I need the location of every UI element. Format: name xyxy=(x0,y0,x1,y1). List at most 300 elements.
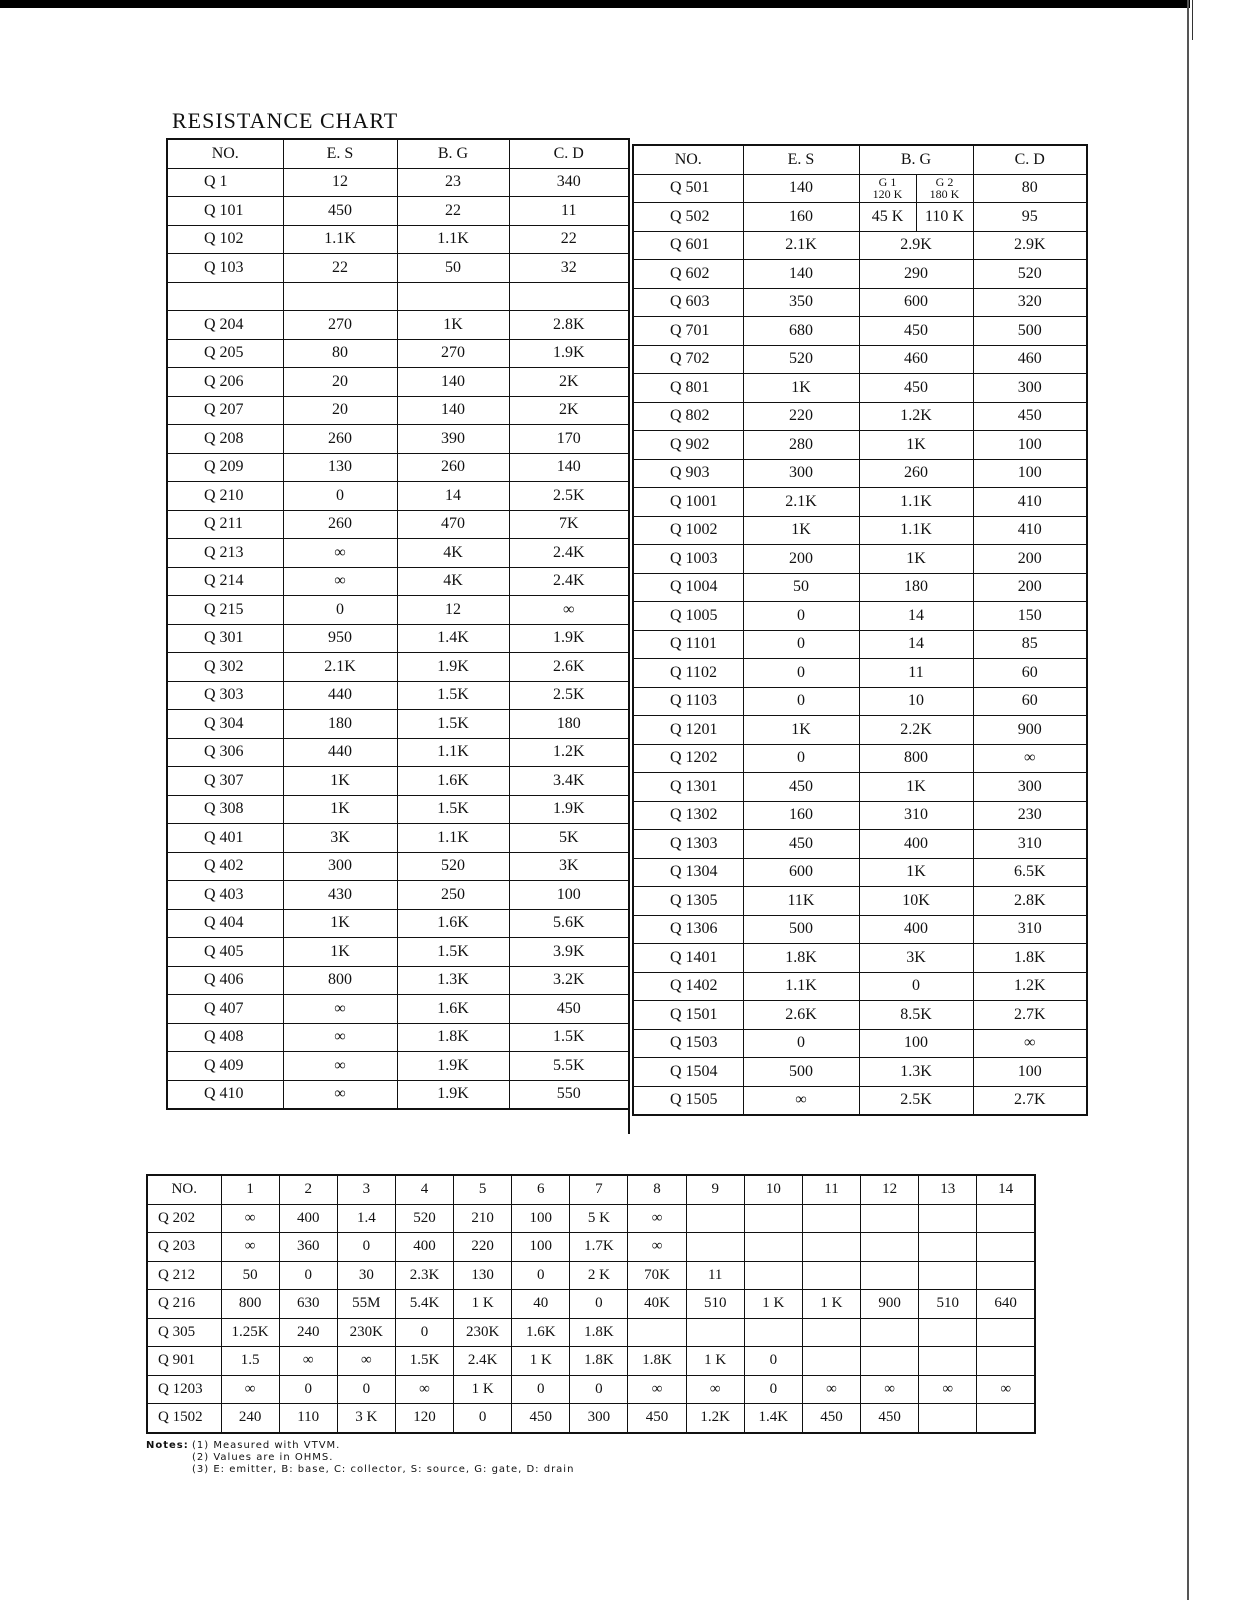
value-cell: 450 xyxy=(859,374,973,403)
value-cell: ∞ xyxy=(283,1052,397,1081)
header-cell: 13 xyxy=(919,1175,977,1204)
table-row xyxy=(167,1052,629,1081)
table-row xyxy=(633,915,1087,944)
value-cell: 0 xyxy=(744,1347,802,1376)
transistor-no-cell: Q 1301 xyxy=(633,773,743,802)
value-cell: 400 xyxy=(859,915,973,944)
transistor-no-cell: Q 304 xyxy=(167,710,283,739)
value-cell: 950 xyxy=(283,624,397,653)
transistor-no-cell: Q 408 xyxy=(167,1023,283,1052)
value-cell: 1.1K xyxy=(859,488,973,517)
value-cell: 1K xyxy=(859,545,973,574)
value-cell: ∞ xyxy=(973,1029,1087,1058)
value-cell xyxy=(628,1318,686,1347)
value-cell: 300 xyxy=(570,1404,628,1433)
transistor-no-cell: Q 701 xyxy=(633,317,743,346)
value-cell xyxy=(802,1347,860,1376)
value-cell: 1.9K xyxy=(509,624,629,653)
value-cell: 2.5K xyxy=(509,482,629,511)
value-cell: 22 xyxy=(397,197,509,226)
value-cell: 14 xyxy=(859,630,973,659)
value-cell: 3 K xyxy=(337,1404,395,1433)
value-cell: 1.5K xyxy=(509,1023,629,1052)
transistor-no-cell: Q 407 xyxy=(167,995,283,1024)
value-cell: 500 xyxy=(743,1058,859,1087)
value-cell: 2.6K xyxy=(743,1001,859,1030)
table-row xyxy=(147,1347,1035,1376)
value-cell: 1.6K xyxy=(512,1318,570,1347)
value-cell: 450 xyxy=(743,830,859,859)
table-row xyxy=(167,881,629,910)
value-cell xyxy=(744,1261,802,1290)
value-cell: 210 xyxy=(454,1204,512,1233)
table-row xyxy=(633,459,1087,488)
value-cell: 1.4K xyxy=(397,624,509,653)
value-cell xyxy=(283,282,397,311)
transistor-no-cell: Q 303 xyxy=(167,681,283,710)
value-cell: 32 xyxy=(509,254,629,283)
value-cell: 100 xyxy=(509,881,629,910)
value-cell: 460 xyxy=(973,345,1087,374)
value-cell: 80 xyxy=(973,174,1087,203)
transistor-no-cell: Q 409 xyxy=(167,1052,283,1081)
value-cell: 0 xyxy=(570,1290,628,1319)
value-cell: 1.7K xyxy=(570,1233,628,1262)
value-cell xyxy=(802,1204,860,1233)
value-cell: 11 xyxy=(859,659,973,688)
value-cell: 1.5K xyxy=(397,710,509,739)
table-row xyxy=(633,1058,1087,1087)
value-cell: 2.2K xyxy=(859,716,973,745)
value-cell: 2.5K xyxy=(859,1086,973,1115)
value-cell: 0 xyxy=(743,744,859,773)
value-cell: 1.9K xyxy=(509,339,629,368)
transistor-no-cell: Q 1402 xyxy=(633,972,743,1001)
table-row xyxy=(167,168,629,197)
value-cell: 0 xyxy=(743,630,859,659)
value-cell: 220 xyxy=(743,402,859,431)
value-cell: 440 xyxy=(283,681,397,710)
table-row xyxy=(633,516,1087,545)
table-row xyxy=(167,311,629,340)
value-cell: 2.8K xyxy=(973,887,1087,916)
value-cell: ∞ xyxy=(283,995,397,1024)
value-cell: 1K xyxy=(859,858,973,887)
value-cell: 1 K xyxy=(512,1347,570,1376)
value-cell: 0 xyxy=(743,1029,859,1058)
table-row xyxy=(633,231,1087,260)
transistor-no-cell: Q 202 xyxy=(147,1204,221,1233)
transistor-no-cell: Q 1502 xyxy=(147,1404,221,1433)
table-row xyxy=(167,653,629,682)
table-row xyxy=(633,972,1087,1001)
transistor-no-cell: Q 1102 xyxy=(633,659,743,688)
value-cell: 1.9K xyxy=(397,1052,509,1081)
table-header-row xyxy=(633,145,1087,174)
value-cell: 200 xyxy=(973,573,1087,602)
value-cell: 55M xyxy=(337,1290,395,1319)
table-row xyxy=(633,1086,1087,1115)
table-row xyxy=(167,738,629,767)
value-cell: 1.1K xyxy=(859,516,973,545)
table-row xyxy=(167,852,629,881)
value-cell: 800 xyxy=(283,966,397,995)
value-cell: 12 xyxy=(283,168,397,197)
value-cell: 1.2K xyxy=(686,1404,744,1433)
value-cell: ∞ xyxy=(509,596,629,625)
value-cell xyxy=(509,282,629,311)
value-cell: 11 xyxy=(509,197,629,226)
table-row xyxy=(633,1001,1087,1030)
transistor-no-cell: Q 101 xyxy=(167,197,283,226)
value-cell: 350 xyxy=(743,288,859,317)
value-cell: 140 xyxy=(743,260,859,289)
value-cell: 460 xyxy=(859,345,973,374)
value-cell: 0 xyxy=(337,1375,395,1404)
transistor-no-cell: Q 103 xyxy=(167,254,283,283)
transistor-no-cell: Q 406 xyxy=(167,966,283,995)
table-row xyxy=(147,1318,1035,1347)
value-cell xyxy=(977,1261,1035,1290)
value-cell: 300 xyxy=(283,852,397,881)
transistor-no-cell: Q 1103 xyxy=(633,687,743,716)
value-cell: 900 xyxy=(973,716,1087,745)
table-row xyxy=(633,773,1087,802)
value-cell: 1.8K xyxy=(743,944,859,973)
transistor-no-cell: Q 802 xyxy=(633,402,743,431)
transistor-no-cell: Q 215 xyxy=(167,596,283,625)
value-cell xyxy=(802,1261,860,1290)
transistor-no-cell: Q 402 xyxy=(167,852,283,881)
transistor-no-cell: Q 404 xyxy=(167,909,283,938)
transistor-no-cell: Q 1001 xyxy=(633,488,743,517)
header-cell: NO. xyxy=(147,1175,221,1204)
value-cell: 1.8K xyxy=(628,1347,686,1376)
table-row xyxy=(633,260,1087,289)
table-row xyxy=(167,567,629,596)
value-cell: 260 xyxy=(283,425,397,454)
transistor-no-cell: Q 206 xyxy=(167,368,283,397)
value-cell: 520 xyxy=(973,260,1087,289)
value-cell: 140 xyxy=(397,396,509,425)
value-cell: 450 xyxy=(802,1404,860,1433)
value-cell: 10 xyxy=(859,687,973,716)
table-row xyxy=(633,887,1087,916)
table-row xyxy=(633,858,1087,887)
transistor-no-cell: Q 405 xyxy=(167,938,283,967)
value-cell: ∞ xyxy=(628,1375,686,1404)
value-cell: 260 xyxy=(397,453,509,482)
value-cell xyxy=(919,1204,977,1233)
transistor-no-cell: Q 301 xyxy=(167,624,283,653)
value-cell: 270 xyxy=(397,339,509,368)
value-cell: 1.5K xyxy=(395,1347,453,1376)
transistor-no-cell: Q 502 xyxy=(633,203,743,232)
value-cell: 6.5K xyxy=(973,858,1087,887)
value-cell: 1.6K xyxy=(397,995,509,1024)
transistor-no-cell: Q 1 xyxy=(167,168,283,197)
header-cell: 2 xyxy=(279,1175,337,1204)
table-row xyxy=(633,630,1087,659)
value-cell xyxy=(686,1233,744,1262)
value-cell: 60 xyxy=(973,659,1087,688)
value-cell: 250 xyxy=(397,881,509,910)
table-row xyxy=(167,1080,629,1109)
header-cell: 5 xyxy=(454,1175,512,1204)
value-cell: ∞ xyxy=(283,1023,397,1052)
transistor-no-cell: Q 1306 xyxy=(633,915,743,944)
table-row xyxy=(633,288,1087,317)
value-cell: 130 xyxy=(454,1261,512,1290)
table-row xyxy=(167,539,629,568)
value-cell: 1.9K xyxy=(397,653,509,682)
value-cell: 260 xyxy=(859,459,973,488)
value-cell: 450 xyxy=(973,402,1087,431)
header-cell: NO. xyxy=(633,145,743,174)
transistor-no-cell: Q 214 xyxy=(167,567,283,596)
value-cell: ∞ xyxy=(283,539,397,568)
transistor-no-cell: Q 1005 xyxy=(633,602,743,631)
value-cell xyxy=(861,1347,919,1376)
value-cell xyxy=(919,1318,977,1347)
value-cell: 0 xyxy=(283,482,397,511)
value-cell xyxy=(802,1318,860,1347)
value-cell: 260 xyxy=(283,510,397,539)
value-cell: 5K xyxy=(509,824,629,853)
value-cell xyxy=(919,1347,977,1376)
g1-gate-label xyxy=(860,175,916,203)
value-cell xyxy=(977,1318,1035,1347)
value-cell: ∞ xyxy=(395,1375,453,1404)
table-row xyxy=(633,317,1087,346)
value-cell: 140 xyxy=(509,453,629,482)
value-cell: 410 xyxy=(973,488,1087,517)
value-cell: 340 xyxy=(509,168,629,197)
value-cell: 80 xyxy=(283,339,397,368)
resistance-table-left xyxy=(166,138,630,1110)
value-cell: 130 xyxy=(283,453,397,482)
value-cell xyxy=(919,1261,977,1290)
value-cell: 450 xyxy=(861,1404,919,1433)
table-row xyxy=(633,944,1087,973)
value-cell xyxy=(861,1318,919,1347)
value-cell: 400 xyxy=(395,1233,453,1262)
value-cell: ∞ xyxy=(686,1375,744,1404)
value-cell: 2.9K xyxy=(973,231,1087,260)
value-cell: 60 xyxy=(973,687,1087,716)
value-cell: ∞ xyxy=(221,1233,279,1262)
table-row xyxy=(147,1404,1035,1433)
note-item: (1) Measured with VTVM. xyxy=(192,1440,341,1451)
value-cell: 230 xyxy=(973,801,1087,830)
value-cell xyxy=(744,1318,802,1347)
table-row xyxy=(167,824,629,853)
value-cell: 160 xyxy=(743,801,859,830)
value-cell: 1 K xyxy=(454,1290,512,1319)
value-cell: 1.5K xyxy=(397,681,509,710)
value-cell: 3K xyxy=(283,824,397,853)
value-cell: 310 xyxy=(973,915,1087,944)
table-row xyxy=(167,197,629,226)
value-cell: 510 xyxy=(919,1290,977,1319)
right-border-rule-short xyxy=(1192,0,1193,40)
value-cell: 0 xyxy=(395,1318,453,1347)
value-cell: 220 xyxy=(454,1233,512,1262)
value-cell: 310 xyxy=(973,830,1087,859)
header-cell: B. G xyxy=(397,139,509,168)
value-cell: 1.1K xyxy=(397,225,509,254)
gate-split-cell xyxy=(859,203,973,232)
value-cell: 14 xyxy=(859,602,973,631)
table-row xyxy=(167,909,629,938)
value-cell: ∞ xyxy=(977,1375,1035,1404)
value-cell xyxy=(686,1204,744,1233)
transistor-no-cell: Q 1503 xyxy=(633,1029,743,1058)
value-cell: 2.7K xyxy=(973,1086,1087,1115)
value-cell: 1.6K xyxy=(397,909,509,938)
value-cell: 12 xyxy=(397,596,509,625)
value-cell: ∞ xyxy=(973,744,1087,773)
value-cell: 5.5K xyxy=(509,1052,629,1081)
header-cell: 11 xyxy=(802,1175,860,1204)
table-row xyxy=(167,396,629,425)
table-row xyxy=(167,710,629,739)
table-row xyxy=(167,767,629,796)
value-cell: 0 xyxy=(337,1233,395,1262)
value-cell xyxy=(977,1347,1035,1376)
value-cell: 450 xyxy=(512,1404,570,1433)
value-cell: ∞ xyxy=(283,1080,397,1109)
value-cell: 2 K xyxy=(570,1261,628,1290)
table-row xyxy=(167,624,629,653)
value-cell: 1 K xyxy=(744,1290,802,1319)
value-cell xyxy=(919,1233,977,1262)
header-cell: C. D xyxy=(973,145,1087,174)
value-cell: 440 xyxy=(283,738,397,767)
header-cell: 10 xyxy=(744,1175,802,1204)
value-cell: 1 K xyxy=(802,1290,860,1319)
transistor-no-cell: Q 305 xyxy=(147,1318,221,1347)
value-cell: 22 xyxy=(509,225,629,254)
transistor-no-cell: Q 209 xyxy=(167,453,283,482)
value-cell: 1 K xyxy=(686,1347,744,1376)
table-double-rule-divider xyxy=(628,140,630,1134)
table-row xyxy=(633,830,1087,859)
value-cell: 2.1K xyxy=(283,653,397,682)
g1-value: 120 K xyxy=(872,187,903,202)
value-cell: 430 xyxy=(283,881,397,910)
header-cell: 12 xyxy=(861,1175,919,1204)
value-cell: 400 xyxy=(279,1204,337,1233)
transistor-no-cell: Q 210 xyxy=(167,482,283,511)
transistor-no-cell: Q 213 xyxy=(167,539,283,568)
header-cell: 7 xyxy=(570,1175,628,1204)
value-cell: 50 xyxy=(397,254,509,283)
value-cell: 1.9K xyxy=(397,1080,509,1109)
value-cell: 170 xyxy=(509,425,629,454)
value-cell: 150 xyxy=(973,602,1087,631)
value-cell: 0 xyxy=(512,1375,570,1404)
value-cell: 110 xyxy=(279,1404,337,1433)
value-cell: 100 xyxy=(512,1233,570,1262)
table-row xyxy=(167,510,629,539)
table-row xyxy=(167,339,629,368)
value-cell: 2.6K xyxy=(509,653,629,682)
value-cell: 1.6K xyxy=(397,767,509,796)
table-row xyxy=(633,374,1087,403)
value-cell: 600 xyxy=(743,858,859,887)
value-cell: 100 xyxy=(859,1029,973,1058)
table-row xyxy=(633,345,1087,374)
table-row xyxy=(167,966,629,995)
value-cell: 140 xyxy=(743,174,859,203)
value-cell: 85 xyxy=(973,630,1087,659)
g1-value-cell: 45 K xyxy=(871,207,904,225)
table-row xyxy=(633,716,1087,745)
value-cell: 95 xyxy=(973,203,1087,232)
value-cell: 200 xyxy=(743,545,859,574)
value-cell: 1.2K xyxy=(509,738,629,767)
value-cell xyxy=(977,1204,1035,1233)
table-row xyxy=(633,545,1087,574)
value-cell: 1K xyxy=(283,938,397,967)
transistor-no-cell: Q 216 xyxy=(147,1290,221,1319)
value-cell: 120 xyxy=(395,1404,453,1433)
value-cell xyxy=(861,1261,919,1290)
table-row xyxy=(167,795,629,824)
value-cell: 1.5 xyxy=(221,1347,279,1376)
value-cell xyxy=(919,1404,977,1433)
value-cell: 0 xyxy=(279,1375,337,1404)
value-cell: 500 xyxy=(973,317,1087,346)
value-cell: 2.4K xyxy=(509,539,629,568)
table-row xyxy=(147,1261,1035,1290)
table-row xyxy=(633,573,1087,602)
transistor-no-cell: Q 1003 xyxy=(633,545,743,574)
value-cell: 520 xyxy=(395,1204,453,1233)
transistor-no-cell: Q 602 xyxy=(633,260,743,289)
value-cell: 1K xyxy=(743,374,859,403)
header-cell: E. S xyxy=(743,145,859,174)
value-cell: 1.2K xyxy=(973,972,1087,1001)
value-cell: 40K xyxy=(628,1290,686,1319)
table-row xyxy=(167,453,629,482)
value-cell: 3K xyxy=(859,944,973,973)
value-cell: 1K xyxy=(743,516,859,545)
value-cell: 160 xyxy=(743,203,859,232)
value-cell: ∞ xyxy=(279,1347,337,1376)
value-cell: 1K xyxy=(283,767,397,796)
table-row xyxy=(167,225,629,254)
table-row xyxy=(167,368,629,397)
value-cell: 20 xyxy=(283,396,397,425)
resistance-table-right xyxy=(632,144,1088,1116)
table-header-row xyxy=(147,1175,1035,1204)
header-cell: C. D xyxy=(509,139,629,168)
value-cell: 1.5K xyxy=(397,938,509,967)
value-cell: 40 xyxy=(512,1290,570,1319)
transistor-no-cell: Q 901 xyxy=(147,1347,221,1376)
value-cell: 230K xyxy=(337,1318,395,1347)
value-cell: 22 xyxy=(283,254,397,283)
value-cell: 310 xyxy=(859,801,973,830)
table-row xyxy=(167,1023,629,1052)
transistor-no-cell: Q 1501 xyxy=(633,1001,743,1030)
table-row xyxy=(167,995,629,1024)
value-cell: 300 xyxy=(973,374,1087,403)
notes-block xyxy=(146,1440,574,1476)
g2-label: G 2 xyxy=(935,175,954,190)
